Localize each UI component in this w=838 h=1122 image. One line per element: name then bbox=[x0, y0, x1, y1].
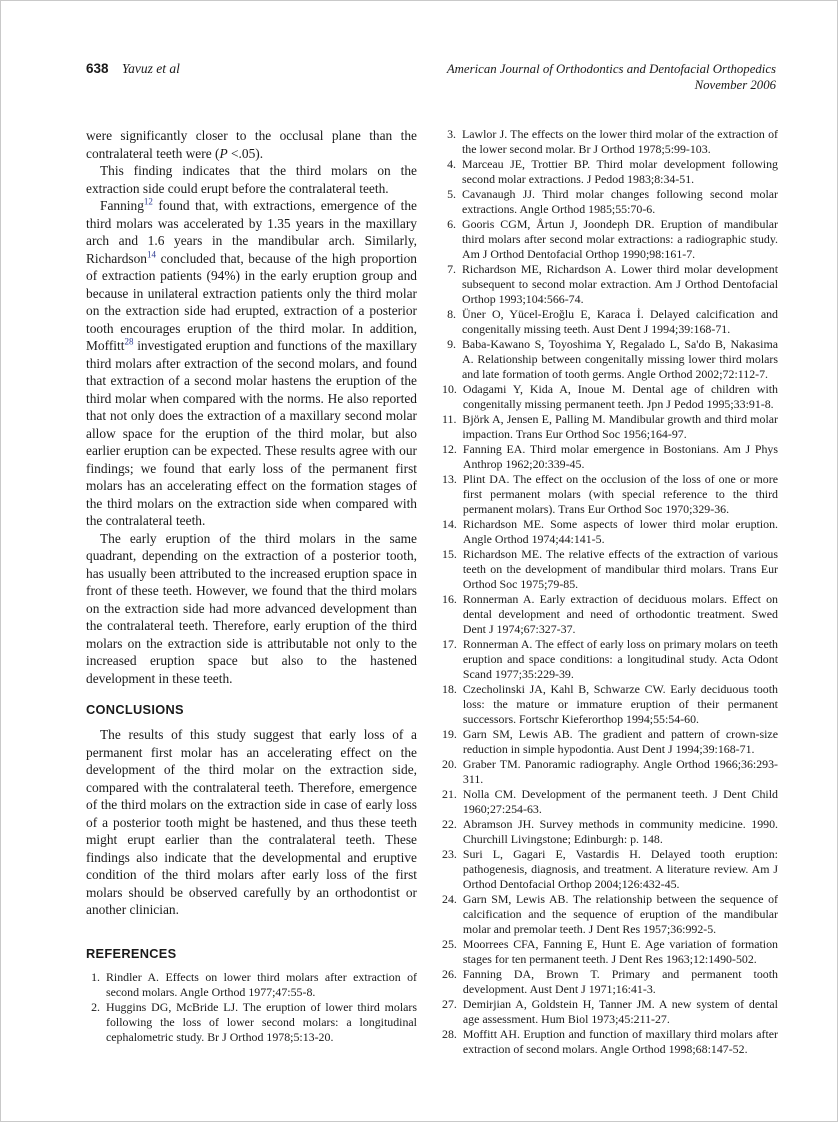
reference-text: Huggins DG, McBride LJ. The eruption of lower third molars following the loss of lower second molars: a longitudinal cephalometric study. Br J Orthod 1978;5:13-20. bbox=[106, 999, 417, 1044]
reference-number: 27. bbox=[442, 997, 457, 1011]
reference-number: 10. bbox=[442, 382, 457, 396]
para3-seg1: found that, with extractions, emergence of the third molars was accelerated by 1.35 years in the maxillary arch and 1.6 years in the mandibular arch. Similarly, Richardson bbox=[86, 198, 417, 266]
reference-number: 19. bbox=[442, 727, 457, 741]
journal-name: American Journal of Orthodontics and Dentofacial Orthopedics bbox=[446, 62, 776, 76]
reference-text: Üner O, Yücel-Eroğlu E, Karaca İ. Delayed calcification and congenitally missing teeth. Aust Dent J 1994;39:168-71. bbox=[462, 307, 778, 336]
paragraph-fanning bbox=[86, 197, 417, 530]
citation-superscript-12[interactable]: 12 bbox=[143, 196, 153, 207]
reference-item bbox=[442, 682, 778, 727]
reference-item bbox=[442, 997, 778, 1027]
reference-item bbox=[442, 337, 778, 382]
reference-number: 8. bbox=[447, 307, 456, 321]
reference-text: Ronnerman A. Early extraction of deciduous molars. Effect on dental development and need of orthodontic treatment. Swed Dent J 1974;67:327-37. bbox=[462, 592, 778, 636]
reference-item bbox=[442, 757, 778, 787]
reference-text: Cavanaugh JJ. Third molar changes following second molar extractions. Angle Orthod 1985;55:70-6. bbox=[462, 187, 778, 216]
left-column bbox=[86, 127, 417, 1045]
reference-text: Garn SM, Lewis AB. The gradient and pattern of crown-size reduction in simple hypodontia. Aust Dent J 1994;39:168-71. bbox=[462, 727, 778, 756]
para3-seg0: Fanning bbox=[100, 198, 144, 213]
references-heading: REFERENCES bbox=[86, 945, 177, 961]
reference-item bbox=[442, 787, 778, 817]
reference-item bbox=[442, 412, 778, 442]
reference-number: 12. bbox=[442, 442, 457, 456]
reference-list-left bbox=[86, 970, 417, 1045]
reference-item bbox=[442, 547, 778, 592]
reference-number: 9. bbox=[447, 337, 456, 351]
para3-seg3: investigated eruption and functions of the maxillary third molars after extraction of the second molars, and found that extraction of a second molar hastens the eruption of the third molar when compared with the norms. He also reported that not only does the extraction of a maxillary second molar allow space for the eruption of the third molar, but also earlier eruption can be expected. These results agree with our findings; we found that early loss of the permanent first molars has an accelerating effect on the formation stages of the third molars on the extraction side when compared with the contralateral teeth. bbox=[86, 338, 417, 528]
reference-text: Lawlor J. The effects on the lower third molar of the extraction of the lower second molar. Br J Orthod 1978;5:99-103. bbox=[462, 127, 778, 156]
running-head bbox=[86, 61, 776, 93]
reference-item bbox=[442, 937, 778, 967]
reference-text: Gooris CGM, Årtun J, Joondeph DR. Eruption of mandibular third molars after second molar extractions: a radiographic study. Am J Orthod Dentofacial Orthop 1990;98:161-7. bbox=[462, 217, 778, 261]
reference-text: Richardson ME. The relative effects of the extraction of various teeth on the development of mandibular third molars. Trans Eur Orthod Soc 1975;79-85. bbox=[462, 547, 778, 591]
reference-number: 6. bbox=[447, 217, 456, 231]
reference-text: Plint DA. The effect on the occlusion of the loss of one or more first permanent molars (with special reference to the third permanent molars). Trans Eur Orthod Soc 1970;329-36. bbox=[462, 472, 778, 516]
right-column bbox=[442, 127, 778, 1057]
para1-text: were significantly closer to the occlusal plane than the contralateral teeth were ( bbox=[86, 128, 417, 161]
reference-number: 5. bbox=[447, 187, 456, 201]
paragraph-finding: This finding indicates that the third molars on the extraction side could erupt before the contralateral teeth. bbox=[86, 163, 417, 196]
reference-number: 28. bbox=[442, 1027, 457, 1041]
reference-number: 14. bbox=[442, 517, 457, 531]
page-number: 638 bbox=[86, 61, 109, 76]
reference-item bbox=[442, 157, 778, 187]
citation-superscript-28[interactable]: 28 bbox=[124, 336, 134, 347]
reference-item bbox=[442, 817, 778, 847]
reference-text: Moorrees CFA, Fanning E, Hunt E. Age variation of formation stages for ten permanent teeth. J Dent Res 1963;12:1490-502. bbox=[462, 937, 778, 966]
reference-number: 2. bbox=[91, 999, 100, 1014]
reference-number: 20. bbox=[442, 757, 457, 771]
reference-text: Rindler A. Effects on lower third molars after extraction of second molars. Angle Orthod 1977;47:55-8. bbox=[106, 969, 417, 999]
p-value-variable: P bbox=[219, 145, 228, 161]
reference-text: Ronnerman A. The effect of early loss on primary molars on teeth eruption and space conditions: a longitudinal study. Acta Odont Scand 1977;35:229-39. bbox=[462, 637, 778, 681]
reference-item bbox=[86, 1000, 417, 1045]
reference-number: 18. bbox=[442, 682, 457, 696]
reference-item bbox=[442, 187, 778, 217]
running-authors: Yavuz et al bbox=[121, 61, 180, 76]
reference-item bbox=[442, 127, 778, 157]
reference-number: 17. bbox=[442, 637, 457, 651]
para1-text-end: <.05). bbox=[227, 145, 264, 161]
reference-text: Baba-Kawano S, Toyoshima Y, Regalado L, Sa'do B, Nakasima A. Relationship between congenitally missing lower third molars and late formation of tooth germs. Angle Orthod 2002;72:112-7. bbox=[462, 337, 778, 381]
reference-text: Odagami Y, Kida A, Inoue M. Dental age of children with congenitally missing permanent teeth. Jpn J Pedod 1995;33:91-8. bbox=[462, 382, 778, 411]
reference-text: Fanning EA. Third molar emergence in Bostonians. Am J Phys Anthrop 1962;20:339-45. bbox=[462, 442, 778, 471]
reference-item bbox=[442, 517, 778, 547]
reference-text: Björk A, Jensen E, Palling M. Mandibular growth and third molar impaction. Trans Eur Orthod Soc 1956;164-97. bbox=[462, 412, 778, 441]
reference-text: Abramson JH. Survey methods in community medicine. 1990. Churchill Livingstone; Edinburgh: p. 148. bbox=[462, 817, 778, 846]
reference-text: Moffitt AH. Eruption and function of maxillary third molars after extraction of second molars. Angle Orthod 1998;68:147-52. bbox=[462, 1027, 778, 1056]
reference-number: 3. bbox=[447, 127, 456, 141]
reference-number: 23. bbox=[442, 847, 457, 861]
conclusions-heading: CONCLUSIONS bbox=[86, 702, 184, 717]
reference-item bbox=[442, 847, 778, 892]
running-head-right bbox=[447, 61, 776, 93]
reference-item bbox=[442, 892, 778, 937]
citation-superscript-14[interactable]: 14 bbox=[147, 249, 156, 260]
paragraph-continuation bbox=[86, 127, 417, 162]
reference-text: Czecholinski JA, Kahl B, Schwarze CW. Early deciduous tooth loss: the mature or immature eruption of their permanent successors. Fortschr Kieferorthop 1994;55:54-60. bbox=[462, 682, 778, 726]
paragraph-early-eruption: The early eruption of the third molars in the same quadrant, depending on the extraction of a posterior tooth, has usually been attributed to the increased eruption space in front of these teeth. However, we found that the third molars on the extraction side had more advanced development than the contralateral teeth. Therefore, early eruption of the third molars on the extraction side is attributable not only to the increased eruption space but also to the hastened development in these teeth. bbox=[86, 530, 417, 686]
reference-text: Garn SM, Lewis AB. The relationship between the sequence of calcification and the sequence of eruption of the mandibular molar and premolar teeth. J Dent Res 1957;36:992-5. bbox=[462, 892, 778, 936]
reference-number: 1. bbox=[91, 969, 100, 984]
reference-item bbox=[442, 382, 778, 412]
reference-number: 11. bbox=[442, 412, 457, 426]
reference-item bbox=[442, 727, 778, 757]
reference-item bbox=[442, 262, 778, 307]
reference-number: 13. bbox=[442, 472, 457, 486]
reference-item bbox=[442, 1027, 778, 1057]
reference-number: 15. bbox=[442, 547, 457, 561]
issue-date: November 2006 bbox=[694, 78, 776, 92]
reference-text: Nolla CM. Development of the permanent teeth. J Dent Child 1960;27:254-63. bbox=[462, 787, 778, 816]
reference-list-right bbox=[442, 127, 778, 1057]
reference-item bbox=[442, 307, 778, 337]
reference-number: 25. bbox=[442, 937, 457, 951]
reference-text: Marceau JE, Trottier BP. Third molar development following second molar extractions. J Pedod 1983;8:34-51. bbox=[462, 157, 778, 186]
reference-item bbox=[442, 217, 778, 262]
reference-number: 4. bbox=[447, 157, 456, 171]
reference-text: Graber TM. Panoramic radiography. Angle Orthod 1966;36:293-311. bbox=[462, 757, 778, 786]
reference-text: Richardson ME, Richardson A. Lower third molar development subsequent to second molar extraction. Am J Orthod Dentofacial Orthop 1993;104:566-74. bbox=[462, 262, 778, 306]
reference-text: Richardson ME. Some aspects of lower third molar eruption. Angle Orthod 1974;44:141-5. bbox=[462, 517, 778, 546]
reference-item bbox=[86, 970, 417, 1000]
reference-item bbox=[442, 592, 778, 637]
reference-number: 22. bbox=[442, 817, 457, 831]
reference-number: 7. bbox=[447, 262, 456, 276]
para3-seg2: concluded that, because of the high proportion of extraction patients (94%) in the early eruption group and because in unilateral extraction patients only the third molar on the extraction side had erupted, extraction of a posterior tooth encourages eruption of the third molar. In addition, Moffitt bbox=[86, 250, 417, 353]
reference-number: 24. bbox=[442, 892, 457, 906]
reference-number: 26. bbox=[442, 967, 457, 981]
reference-item bbox=[442, 442, 778, 472]
reference-item bbox=[442, 637, 778, 682]
reference-text: Demirjian A, Goldstein H, Tanner JM. A new system of dental age assessment. Hum Biol 1973;45:211-27. bbox=[462, 997, 778, 1026]
reference-item bbox=[442, 472, 778, 517]
paragraph-conclusions: The results of this study suggest that early loss of a permanent first molar has an accelerating effect on the development of the third molar on the extraction side, compared with the contralateral teeth. Therefore, emergence of the third molars on the extraction side in case of early loss of a posterior tooth might be hastened, and thus these teeth might erupt earlier than the contralateral teeth. These findings also indicate that the developmental and eruptive condition of the third molars after early loss of the first molars should be observed carefully by an orthodontist or another clinician. bbox=[86, 727, 417, 917]
reference-item bbox=[442, 967, 778, 997]
reference-text: Suri L, Gagari E, Vastardis H. Delayed tooth eruption: pathogenesis, diagnosis, and treatment. A literature review. Am J Orthod Dentofacial Orthop 2004;126:432-45. bbox=[462, 847, 778, 891]
running-head-left bbox=[86, 61, 180, 77]
reference-number: 16. bbox=[442, 592, 457, 606]
reference-text: Fanning DA, Brown T. Primary and permanent tooth development. Aust Dent J 1971;16:41-3. bbox=[462, 967, 778, 996]
reference-number: 21. bbox=[442, 787, 457, 801]
